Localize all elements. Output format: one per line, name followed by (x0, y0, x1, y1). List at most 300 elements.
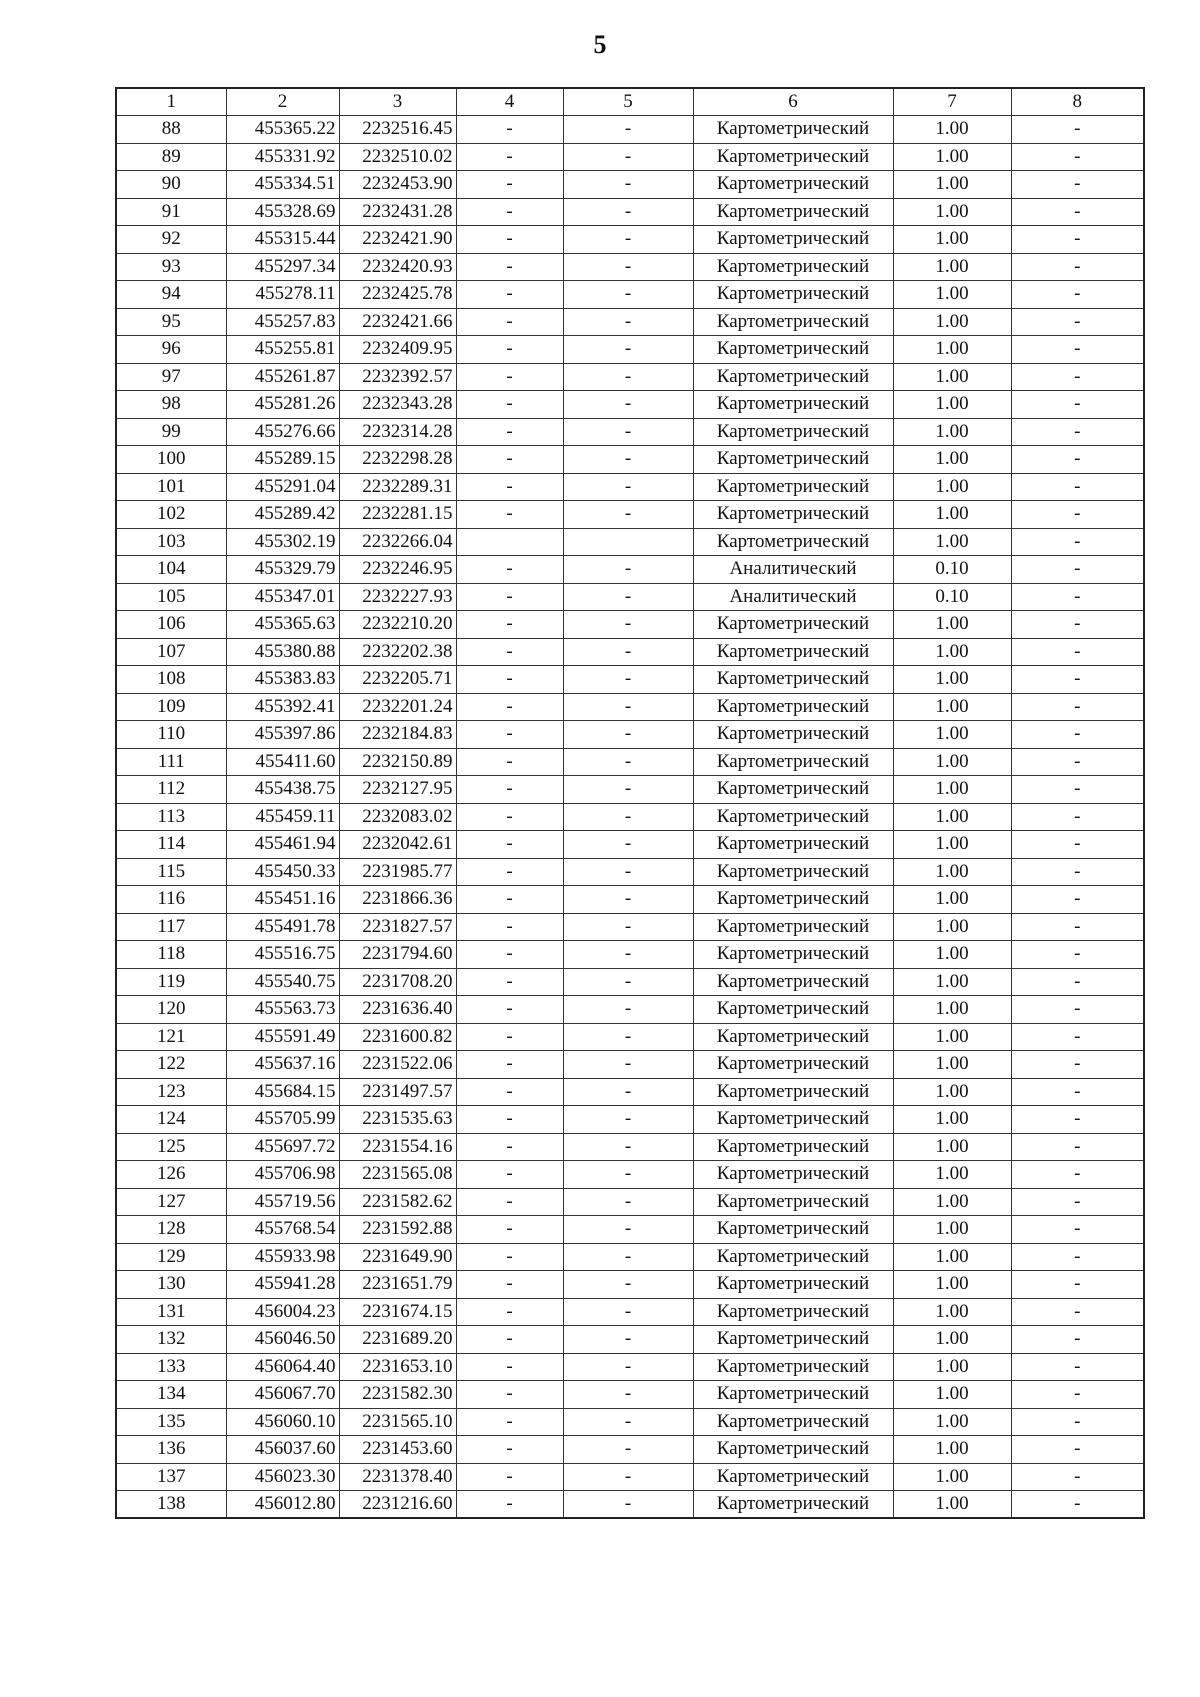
method-cell: Картометрический (693, 336, 893, 364)
accuracy-cell: 1.00 (893, 171, 1011, 199)
column-4-cell: - (456, 803, 563, 831)
y-coordinate-cell: 2232184.83 (339, 721, 456, 749)
column-4-cell: - (456, 941, 563, 969)
table-row (116, 171, 1144, 199)
method-cell: Картометрический (693, 1353, 893, 1381)
table-row (116, 198, 1144, 226)
method-cell: Картометрический (693, 1243, 893, 1271)
y-coordinate-cell: 2231653.10 (339, 1353, 456, 1381)
x-coordinate-cell: 455461.94 (226, 831, 339, 859)
point-number-cell: 113 (116, 803, 226, 831)
point-number-cell: 138 (116, 1491, 226, 1519)
y-coordinate-cell: 2231708.20 (339, 968, 456, 996)
accuracy-cell: 1.00 (893, 336, 1011, 364)
y-coordinate-cell: 2231522.06 (339, 1051, 456, 1079)
column-5-cell: - (563, 721, 693, 749)
column-8-cell: - (1011, 1243, 1144, 1271)
table-row (116, 446, 1144, 474)
accuracy-cell: 1.00 (893, 363, 1011, 391)
method-cell: Картометрический (693, 1491, 893, 1519)
method-cell: Картометрический (693, 831, 893, 859)
point-number-cell: 108 (116, 666, 226, 694)
point-number-cell: 114 (116, 831, 226, 859)
y-coordinate-cell: 2231582.62 (339, 1188, 456, 1216)
column-8-cell: - (1011, 996, 1144, 1024)
column-8-cell: - (1011, 336, 1144, 364)
table-row (116, 556, 1144, 584)
x-coordinate-cell: 455281.26 (226, 391, 339, 419)
accuracy-cell: 1.00 (893, 1353, 1011, 1381)
column-8-cell: - (1011, 116, 1144, 144)
accuracy-cell: 1.00 (893, 226, 1011, 254)
method-cell: Картометрический (693, 666, 893, 694)
column-4-cell: - (456, 1243, 563, 1271)
y-coordinate-cell: 2232510.02 (339, 143, 456, 171)
y-coordinate-cell: 2232392.57 (339, 363, 456, 391)
point-number-cell: 96 (116, 336, 226, 364)
y-coordinate-cell: 2231866.36 (339, 886, 456, 914)
y-coordinate-cell: 2232425.78 (339, 281, 456, 309)
y-coordinate-cell: 2231565.08 (339, 1161, 456, 1189)
table-row (116, 831, 1144, 859)
point-number-cell: 90 (116, 171, 226, 199)
method-cell: Картометрический (693, 968, 893, 996)
accuracy-cell: 1.00 (893, 1326, 1011, 1354)
x-coordinate-cell: 455334.51 (226, 171, 339, 199)
table-row (116, 1216, 1144, 1244)
accuracy-cell: 1.00 (893, 1408, 1011, 1436)
method-cell: Картометрический (693, 281, 893, 309)
method-cell: Картометрический (693, 1078, 893, 1106)
column-4-cell: - (456, 473, 563, 501)
table-row (116, 1023, 1144, 1051)
point-number-cell: 99 (116, 418, 226, 446)
table-row (116, 1436, 1144, 1464)
column-8-cell: - (1011, 1161, 1144, 1189)
column-4-cell: - (456, 996, 563, 1024)
column-5-cell: - (563, 913, 693, 941)
column-5-cell: - (563, 1188, 693, 1216)
x-coordinate-cell: 455451.16 (226, 886, 339, 914)
column-8-cell: - (1011, 391, 1144, 419)
x-coordinate-cell: 455563.73 (226, 996, 339, 1024)
method-cell: Картометрический (693, 721, 893, 749)
point-number-cell: 89 (116, 143, 226, 171)
table-row (116, 1051, 1144, 1079)
accuracy-cell: 1.00 (893, 1491, 1011, 1519)
point-number-cell: 125 (116, 1133, 226, 1161)
column-8-cell: - (1011, 666, 1144, 694)
column-5-cell: - (563, 886, 693, 914)
table-row (116, 996, 1144, 1024)
x-coordinate-cell: 455302.19 (226, 528, 339, 556)
column-4-cell: - (456, 1326, 563, 1354)
point-number-cell: 137 (116, 1463, 226, 1491)
point-number-cell: 134 (116, 1381, 226, 1409)
x-coordinate-cell: 455933.98 (226, 1243, 339, 1271)
column-5-cell: - (563, 1216, 693, 1244)
column-5-cell: - (563, 308, 693, 336)
accuracy-cell: 1.00 (893, 281, 1011, 309)
table-row (116, 1381, 1144, 1409)
column-4-cell: - (456, 198, 563, 226)
column-5-cell: - (563, 1078, 693, 1106)
y-coordinate-cell: 2231827.57 (339, 913, 456, 941)
table-row (116, 1408, 1144, 1436)
column-8-cell: - (1011, 446, 1144, 474)
x-coordinate-cell: 455706.98 (226, 1161, 339, 1189)
accuracy-cell: 1.00 (893, 1133, 1011, 1161)
column-8-cell: - (1011, 693, 1144, 721)
method-cell: Картометрический (693, 1188, 893, 1216)
column-8-cell: - (1011, 1188, 1144, 1216)
column-5-cell: - (563, 418, 693, 446)
column-5-cell: - (563, 171, 693, 199)
accuracy-cell: 1.00 (893, 886, 1011, 914)
point-number-cell: 120 (116, 996, 226, 1024)
accuracy-cell: 0.10 (893, 583, 1011, 611)
x-coordinate-cell: 455365.22 (226, 116, 339, 144)
y-coordinate-cell: 2231554.16 (339, 1133, 456, 1161)
y-coordinate-cell: 2232150.89 (339, 748, 456, 776)
y-coordinate-cell: 2232431.28 (339, 198, 456, 226)
x-coordinate-cell: 455261.87 (226, 363, 339, 391)
column-8-cell: - (1011, 171, 1144, 199)
column-5-cell: - (563, 391, 693, 419)
x-coordinate-cell: 455516.75 (226, 941, 339, 969)
column-8-cell: - (1011, 1326, 1144, 1354)
column-8-cell: - (1011, 1078, 1144, 1106)
table-row (116, 1078, 1144, 1106)
column-4-cell: - (456, 776, 563, 804)
point-number-cell: 126 (116, 1161, 226, 1189)
method-cell: Картометрический (693, 226, 893, 254)
column-8-cell: - (1011, 528, 1144, 556)
column-4-cell: - (456, 666, 563, 694)
x-coordinate-cell: 456046.50 (226, 1326, 339, 1354)
table-row (116, 721, 1144, 749)
point-number-cell: 119 (116, 968, 226, 996)
point-number-cell: 104 (116, 556, 226, 584)
column-8-cell: - (1011, 253, 1144, 281)
method-cell: Картометрический (693, 1106, 893, 1134)
y-coordinate-cell: 2232227.93 (339, 583, 456, 611)
accuracy-cell: 1.00 (893, 143, 1011, 171)
column-8-cell: - (1011, 1133, 1144, 1161)
accuracy-cell: 1.00 (893, 803, 1011, 831)
column-8-cell: - (1011, 1463, 1144, 1491)
point-number-cell: 88 (116, 116, 226, 144)
column-4-cell: - (456, 446, 563, 474)
column-8-cell: - (1011, 1491, 1144, 1519)
column-8-cell: - (1011, 226, 1144, 254)
column-8-cell: - (1011, 611, 1144, 639)
table-row (116, 528, 1144, 556)
method-cell: Картометрический (693, 116, 893, 144)
column-header: 3 (339, 88, 456, 116)
accuracy-cell: 1.00 (893, 638, 1011, 666)
page-number: 5 (593, 30, 607, 59)
column-5-cell: - (563, 803, 693, 831)
accuracy-cell: 1.00 (893, 446, 1011, 474)
y-coordinate-cell: 2232246.95 (339, 556, 456, 584)
x-coordinate-cell: 455392.41 (226, 693, 339, 721)
column-8-cell: - (1011, 1408, 1144, 1436)
column-5-cell: - (563, 1381, 693, 1409)
x-coordinate-cell: 456037.60 (226, 1436, 339, 1464)
accuracy-cell: 1.00 (893, 418, 1011, 446)
x-coordinate-cell: 455291.04 (226, 473, 339, 501)
y-coordinate-cell: 2232205.71 (339, 666, 456, 694)
column-8-cell: - (1011, 556, 1144, 584)
column-5-cell: - (563, 1463, 693, 1491)
header-row (116, 88, 1144, 116)
column-4-cell: - (456, 1161, 563, 1189)
column-5-cell: - (563, 831, 693, 859)
column-5-cell: - (563, 583, 693, 611)
column-5-cell: - (563, 1326, 693, 1354)
point-number-cell: 117 (116, 913, 226, 941)
column-4-cell: - (456, 638, 563, 666)
column-4-cell: - (456, 1381, 563, 1409)
column-header: 8 (1011, 88, 1144, 116)
accuracy-cell: 1.00 (893, 1216, 1011, 1244)
column-4-cell: - (456, 116, 563, 144)
column-4-cell: - (456, 1463, 563, 1491)
column-header: 2 (226, 88, 339, 116)
x-coordinate-cell: 455450.33 (226, 858, 339, 886)
point-number-cell: 130 (116, 1271, 226, 1299)
column-4-cell: - (456, 1353, 563, 1381)
table-row (116, 1188, 1144, 1216)
column-5-cell: - (563, 556, 693, 584)
table-row (116, 336, 1144, 364)
point-number-cell: 112 (116, 776, 226, 804)
y-coordinate-cell: 2232127.95 (339, 776, 456, 804)
column-header: 7 (893, 88, 1011, 116)
method-cell: Картометрический (693, 611, 893, 639)
column-8-cell: - (1011, 1436, 1144, 1464)
y-coordinate-cell: 2232202.38 (339, 638, 456, 666)
table-row (116, 803, 1144, 831)
point-number-cell: 100 (116, 446, 226, 474)
column-5-cell: - (563, 473, 693, 501)
accuracy-cell: 1.00 (893, 1381, 1011, 1409)
x-coordinate-cell: 455278.11 (226, 281, 339, 309)
column-4-cell: - (456, 748, 563, 776)
y-coordinate-cell: 2231216.60 (339, 1491, 456, 1519)
column-5-cell: - (563, 1408, 693, 1436)
x-coordinate-cell: 455540.75 (226, 968, 339, 996)
y-coordinate-cell: 2231649.90 (339, 1243, 456, 1271)
method-cell: Картометрический (693, 638, 893, 666)
x-coordinate-cell: 455331.92 (226, 143, 339, 171)
column-8-cell: - (1011, 308, 1144, 336)
column-5-cell: - (563, 143, 693, 171)
table-row (116, 583, 1144, 611)
accuracy-cell: 1.00 (893, 831, 1011, 859)
column-4-cell: - (456, 1408, 563, 1436)
table-row (116, 281, 1144, 309)
column-4-cell: - (456, 281, 563, 309)
column-5-cell: - (563, 281, 693, 309)
column-4-cell: - (456, 391, 563, 419)
table-row (116, 473, 1144, 501)
column-8-cell: - (1011, 748, 1144, 776)
column-5-cell: - (563, 198, 693, 226)
table-row (116, 913, 1144, 941)
table-row (116, 143, 1144, 171)
column-8-cell: - (1011, 281, 1144, 309)
column-4-cell: - (456, 501, 563, 529)
column-4-cell: - (456, 913, 563, 941)
method-cell: Картометрический (693, 528, 893, 556)
column-8-cell: - (1011, 803, 1144, 831)
column-5-cell: - (563, 1023, 693, 1051)
column-8-cell: - (1011, 941, 1144, 969)
point-number-cell: 95 (116, 308, 226, 336)
column-8-cell: - (1011, 721, 1144, 749)
column-8-cell: - (1011, 1353, 1144, 1381)
column-5-cell: - (563, 363, 693, 391)
table-row (116, 1133, 1144, 1161)
column-5-cell: - (563, 446, 693, 474)
column-8-cell: - (1011, 473, 1144, 501)
column-4-cell: - (456, 1023, 563, 1051)
table-row (116, 1491, 1144, 1519)
x-coordinate-cell: 455705.99 (226, 1106, 339, 1134)
table-row (116, 1161, 1144, 1189)
column-5-cell: - (563, 941, 693, 969)
accuracy-cell: 1.00 (893, 968, 1011, 996)
y-coordinate-cell: 2232420.93 (339, 253, 456, 281)
column-5-cell: - (563, 748, 693, 776)
table-row (116, 501, 1144, 529)
y-coordinate-cell: 2232281.15 (339, 501, 456, 529)
x-coordinate-cell: 455297.34 (226, 253, 339, 281)
method-cell: Картометрический (693, 1326, 893, 1354)
accuracy-cell: 1.00 (893, 666, 1011, 694)
column-5-cell: - (563, 1051, 693, 1079)
x-coordinate-cell: 455383.83 (226, 666, 339, 694)
accuracy-cell: 1.00 (893, 253, 1011, 281)
column-header: 6 (693, 88, 893, 116)
method-cell: Картометрический (693, 803, 893, 831)
y-coordinate-cell: 2231674.15 (339, 1298, 456, 1326)
column-5-cell: - (563, 253, 693, 281)
y-coordinate-cell: 2231689.20 (339, 1326, 456, 1354)
table-body (116, 116, 1144, 1519)
method-cell: Картометрический (693, 941, 893, 969)
column-5-cell: - (563, 226, 693, 254)
x-coordinate-cell: 455255.81 (226, 336, 339, 364)
column-4-cell: - (456, 858, 563, 886)
accuracy-cell: 1.00 (893, 748, 1011, 776)
accuracy-cell: 1.00 (893, 858, 1011, 886)
column-8-cell: - (1011, 831, 1144, 859)
y-coordinate-cell: 2231592.88 (339, 1216, 456, 1244)
method-cell: Картометрический (693, 1298, 893, 1326)
accuracy-cell: 1.00 (893, 1463, 1011, 1491)
x-coordinate-cell: 455941.28 (226, 1271, 339, 1299)
y-coordinate-cell: 2231453.60 (339, 1436, 456, 1464)
accuracy-cell: 1.00 (893, 1436, 1011, 1464)
point-number-cell: 91 (116, 198, 226, 226)
column-8-cell: - (1011, 1298, 1144, 1326)
method-cell: Картометрический (693, 308, 893, 336)
x-coordinate-cell: 456023.30 (226, 1463, 339, 1491)
accuracy-cell: 1.00 (893, 1271, 1011, 1299)
point-number-cell: 102 (116, 501, 226, 529)
y-coordinate-cell: 2232421.66 (339, 308, 456, 336)
column-5-cell: - (563, 996, 693, 1024)
table-row (116, 886, 1144, 914)
x-coordinate-cell: 455315.44 (226, 226, 339, 254)
y-coordinate-cell: 2232409.95 (339, 336, 456, 364)
point-number-cell: 136 (116, 1436, 226, 1464)
column-5-cell: - (563, 1243, 693, 1271)
accuracy-cell: 1.00 (893, 473, 1011, 501)
y-coordinate-cell: 2232210.20 (339, 611, 456, 639)
column-4-cell: - (456, 1298, 563, 1326)
table-row (116, 858, 1144, 886)
method-cell: Картометрический (693, 1463, 893, 1491)
column-5-cell: - (563, 638, 693, 666)
column-5-cell (563, 528, 693, 556)
method-cell: Картометрический (693, 253, 893, 281)
method-cell: Картометрический (693, 473, 893, 501)
column-8-cell: - (1011, 1106, 1144, 1134)
column-8-cell: - (1011, 1271, 1144, 1299)
table-row (116, 116, 1144, 144)
column-4-cell: - (456, 363, 563, 391)
x-coordinate-cell: 455380.88 (226, 638, 339, 666)
column-8-cell: - (1011, 1023, 1144, 1051)
method-cell: Картометрический (693, 198, 893, 226)
column-8-cell: - (1011, 913, 1144, 941)
x-coordinate-cell: 456012.80 (226, 1491, 339, 1519)
table-row (116, 1271, 1144, 1299)
method-cell: Картометрический (693, 143, 893, 171)
column-5-cell: - (563, 1133, 693, 1161)
column-8-cell: - (1011, 638, 1144, 666)
method-cell: Картометрический (693, 1436, 893, 1464)
column-5-cell: - (563, 116, 693, 144)
method-cell: Картометрический (693, 418, 893, 446)
table-row (116, 968, 1144, 996)
y-coordinate-cell: 2231985.77 (339, 858, 456, 886)
accuracy-cell: 1.00 (893, 1106, 1011, 1134)
accuracy-cell: 1.00 (893, 1023, 1011, 1051)
column-8-cell: - (1011, 143, 1144, 171)
y-coordinate-cell: 2232421.90 (339, 226, 456, 254)
method-cell: Картометрический (693, 501, 893, 529)
x-coordinate-cell: 455276.66 (226, 418, 339, 446)
column-4-cell: - (456, 253, 563, 281)
column-5-cell: - (563, 1271, 693, 1299)
y-coordinate-cell: 2232516.45 (339, 116, 456, 144)
column-4-cell: - (456, 693, 563, 721)
accuracy-cell: 1.00 (893, 116, 1011, 144)
point-number-cell: 103 (116, 528, 226, 556)
x-coordinate-cell: 455289.42 (226, 501, 339, 529)
accuracy-cell: 1.00 (893, 528, 1011, 556)
column-8-cell: - (1011, 1381, 1144, 1409)
method-cell: Картометрический (693, 1133, 893, 1161)
x-coordinate-cell: 455459.11 (226, 803, 339, 831)
column-4-cell: - (456, 1491, 563, 1519)
column-4-cell: - (456, 721, 563, 749)
